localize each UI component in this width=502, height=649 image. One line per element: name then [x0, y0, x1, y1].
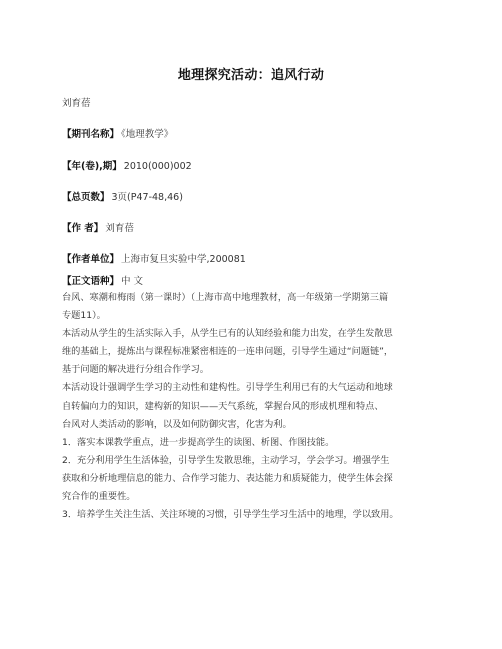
body-line: 本活动设计强调学生学习的主动性和建构性。引导学生利用已有的大气运动和地球 [62, 382, 393, 394]
meta-value: 中 文 [121, 276, 144, 287]
meta-label: 【期刊名称】 [62, 129, 120, 140]
meta-total-pages [62, 189, 183, 203]
body-line: 3．培养学生关注生活、关注环境的习惯，引导学生学习生活中的地理，学以致用。 [62, 509, 399, 521]
meta-value: 上海市复旦实验中学,200081 [121, 254, 246, 265]
meta-value: 3页(P47-48,46) [111, 192, 183, 203]
meta-label: 【总页数】 [62, 192, 110, 203]
body-line: 获取和分析地理信息的能力、合作学习能力、表达能力和质疑能力，使学生体会探 [62, 472, 393, 484]
meta-value: 刘育蓓 [105, 223, 134, 234]
meta-value: 2010(000)002 [123, 161, 192, 172]
body-line: 1．落实本课教学重点，进一步提高学生的读图、析图、作图技能。 [62, 436, 335, 448]
body-line: 2．充分利用学生生活体验，引导学生发散思维，主动学习，学会学习。增强学生 [62, 454, 390, 466]
body-line: 本活动从学生的生活实际入手，从学生已有的认知经验和能力出发，在学生发散思 [62, 328, 393, 340]
document-author: 刘育蓓 [62, 98, 91, 109]
meta-year-volume-issue [62, 158, 192, 172]
body-text [62, 289, 450, 524]
body-line: 台风对人类活动的影响，以及如何防御灾害，化害为利。 [62, 418, 292, 430]
meta-label: 【正文语种】 [62, 276, 120, 287]
body-line: 专题11）。 [62, 310, 106, 322]
body-line: 维的基础上，提炼出与课程标准紧密相连的一连串问题，引导学生通过“问题链”， [62, 346, 394, 358]
meta-author [62, 220, 134, 234]
body-line: 基于问题的解决进行分组合作学习。 [62, 364, 209, 376]
meta-label: 【年(卷),期】 [62, 161, 122, 172]
meta-label: 【作 者】 [62, 223, 104, 234]
body-line: 台风、寒潮和梅雨（第一课时）（上海市高中地理教材，高一年级第一学期第三篇 [62, 292, 389, 303]
meta-journal-name [62, 126, 173, 140]
body-line: 自转偏向力的知识，建构新的知识——天气系统，掌握台风的形成机理和特点、 [62, 400, 384, 412]
meta-author-affiliation [62, 251, 246, 265]
document-title: 地理探究活动：追风行动 [177, 68, 325, 83]
meta-label: 【作者单位】 [62, 254, 120, 265]
body-line: 究合作的重要性。 [62, 491, 136, 503]
meta-value: 《地理教学》 [121, 129, 174, 140]
meta-text-language [62, 273, 143, 287]
